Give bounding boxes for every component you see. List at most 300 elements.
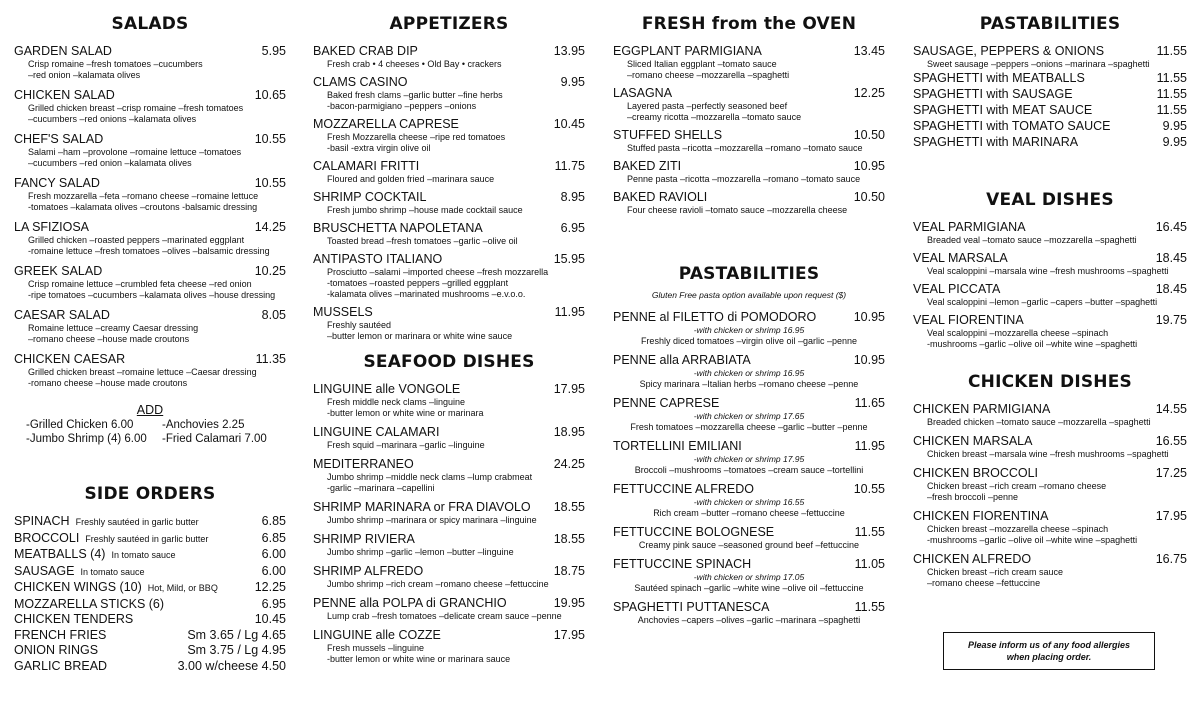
menu-item-name: LINGUINE alle COZZE xyxy=(313,628,441,642)
menu-item xyxy=(313,457,585,494)
menu-item-description: Layered pasta –perfectly seasoned beef xyxy=(627,101,788,111)
menu-item-price: 24.25 xyxy=(553,457,585,471)
side-order-item xyxy=(14,580,286,597)
menu-item xyxy=(313,425,585,451)
menu-item-description: –creamy ricotta –mozzarella –tomato sauce xyxy=(627,112,802,122)
side-order-note: Freshly sautéed in garlic butter xyxy=(85,533,209,544)
menu-item-name: STUFFED SHELLS xyxy=(613,128,723,142)
menu-item-description: -butter lemon or white wine or marinara sauce xyxy=(327,654,511,664)
menu-item xyxy=(14,176,286,213)
menu-item-price: 17.95 xyxy=(1155,509,1187,523)
side-order-name: SAUSAGE xyxy=(14,563,75,578)
menu-item-price: 11.95 xyxy=(854,439,885,453)
menu-item xyxy=(313,252,585,300)
menu-item xyxy=(313,117,585,154)
menu-item xyxy=(313,532,585,558)
menu-item xyxy=(913,282,1187,308)
menu-item xyxy=(14,132,286,169)
menu-item-row xyxy=(613,353,885,368)
column-salads-sides xyxy=(14,0,286,728)
menu-item-description: –cucumbers –red onions –kalamata olives xyxy=(28,114,197,124)
menu-item-description: Sweet sausage –peppers –onions –marinara –spaghetti xyxy=(927,59,1150,69)
side-order-item xyxy=(14,547,286,564)
column-pasta-veal-chicken xyxy=(913,0,1187,728)
side-order-price: Sm 3.75 / Lg 4.95 xyxy=(187,643,286,657)
add-on-item: -Grilled Chicken 6.00 xyxy=(26,419,134,431)
menu-item-row xyxy=(913,71,1187,86)
menu-item-row xyxy=(313,44,585,59)
menu-item-description: -romaine lettuce –fresh tomatoes –olives –balsamic dressing xyxy=(28,246,270,256)
menu-item-description: Breaded veal –tomato sauce –mozzarella –spaghetti xyxy=(927,235,1137,245)
menu-item-name: BRUSCHETTA NAPOLETANA xyxy=(313,221,483,235)
menu-item-price: 10.55 xyxy=(254,132,286,146)
menu-item xyxy=(613,353,885,390)
menu-item-name: LINGUINE CALAMARI xyxy=(313,425,440,439)
menu-item-price: 8.95 xyxy=(560,190,585,204)
menu-item xyxy=(913,552,1187,589)
menu-item-description: -tomatoes –kalamata olives –croutons -balsamic dressing xyxy=(28,202,258,212)
menu-item-description: Fresh jumbo shrimp –house made cocktail sauce xyxy=(327,205,523,215)
section-title-appetizers: APPETIZERS xyxy=(389,14,509,34)
menu-item-price: 17.95 xyxy=(553,382,585,396)
menu-item xyxy=(313,305,585,342)
section-title-salads: SALADS xyxy=(111,14,189,34)
side-order-item xyxy=(14,514,286,531)
pastabilities-list-1 xyxy=(913,44,1187,150)
menu-item-row xyxy=(613,396,885,411)
section-title-chicken: CHICKEN DISHES xyxy=(967,372,1132,392)
menu-item-row xyxy=(313,75,585,90)
menu-item xyxy=(613,600,885,626)
menu-item-name: SPAGHETTI with TOMATO SAUCE xyxy=(913,119,1111,133)
menu-item-row xyxy=(14,220,286,235)
menu-item xyxy=(613,44,885,81)
menu-item xyxy=(913,119,1187,134)
menu-item xyxy=(613,190,885,216)
menu-item-row xyxy=(14,308,286,323)
side-order-name-wrap xyxy=(14,597,164,613)
menu-item-price: 11.55 xyxy=(1156,44,1187,58)
menu-item-description: Fresh tomatoes –mozzarella cheese –garlic –butter –penne xyxy=(630,422,868,432)
menu-item-description: Romaine lettuce –creamy Caesar dressing xyxy=(28,323,199,333)
section-title-seafood: SEAFOOD DISHES xyxy=(363,352,535,372)
menu-item-name: SPAGHETTI PUTTANESCA xyxy=(613,600,770,614)
menu-item-price: 19.95 xyxy=(553,596,585,610)
menu-item-row xyxy=(613,310,885,325)
menu-item-name: SHRIMP ALFREDO xyxy=(313,564,424,578)
menu-item-name: CLAMS CASINO xyxy=(313,75,408,89)
oven-list xyxy=(613,44,885,216)
menu-item-description: Chicken breast –rich cream –romano cheese xyxy=(927,481,1107,491)
column-oven-pasta xyxy=(613,0,885,728)
side-order-price: 6.85 xyxy=(261,514,286,528)
menu-item-price: 17.25 xyxy=(1155,466,1187,480)
section-title-side-orders: SIDE ORDERS xyxy=(84,484,216,504)
menu-item xyxy=(14,220,286,257)
menu-item-name: SPAGHETTI with MARINARA xyxy=(913,135,1079,149)
menu-item-description: Sliced Italian eggplant –tomato sauce xyxy=(627,59,777,69)
menu-item-description: Grilled chicken breast –crisp romaine –fresh tomatoes xyxy=(28,103,244,113)
menu-item xyxy=(913,220,1187,246)
menu-item-name: BAKED ZITI xyxy=(613,159,682,173)
side-order-name: MEATBALLS (4) xyxy=(14,547,106,561)
side-order-name: FRENCH FRIES xyxy=(14,627,107,642)
menu-item-price: 11.75 xyxy=(554,159,585,173)
menu-item-price: 5.95 xyxy=(261,44,286,58)
menu-item-description: Broccoli –mushrooms –tomatoes –cream sauce –tortellini xyxy=(634,465,864,475)
menu-item-row xyxy=(913,87,1187,102)
menu-item-price: 11.55 xyxy=(1156,71,1187,85)
section-title-veal: VEAL DISHES xyxy=(986,190,1114,210)
menu-item-description: –fresh broccoli –penne xyxy=(927,492,1019,502)
menu-item-price: 9.95 xyxy=(1162,135,1187,149)
menu-item-row xyxy=(913,313,1187,328)
add-on-item: -Anchovies 2.25 xyxy=(162,419,245,431)
menu-item-name: CHICKEN MARSALA xyxy=(913,434,1033,448)
menu-item-price: 10.65 xyxy=(254,88,286,102)
menu-item-price: 14.55 xyxy=(1155,402,1187,416)
menu-item-row xyxy=(613,557,885,572)
menu-item-price: 13.95 xyxy=(553,44,585,58)
menu-item-name: VEAL PARMIGIANA xyxy=(913,220,1026,234)
menu-item-price: 10.95 xyxy=(853,159,885,173)
menu-item xyxy=(613,128,885,154)
menu-item-row xyxy=(14,352,286,367)
menu-item-description: –butter lemon or marinara or white wine sauce xyxy=(327,331,513,341)
menu-item-description: Baked fresh clams –garlic butter –fine herbs xyxy=(327,90,503,100)
side-order-price: 6.00 xyxy=(261,547,286,561)
menu-item xyxy=(913,103,1187,118)
add-ons-list xyxy=(14,418,286,446)
menu-item-row xyxy=(313,425,585,440)
menu-item-row xyxy=(613,482,885,497)
menu-item-name: SHRIMP RIVIERA xyxy=(313,532,415,546)
menu-item-name: PENNE al FILETTO di POMODORO xyxy=(613,310,817,324)
menu-item-price: 18.45 xyxy=(1155,251,1187,265)
menu-item-description: Fresh squid –marinara –garlic –linguine xyxy=(327,440,485,450)
side-order-price: 10.45 xyxy=(254,612,286,626)
appetizers-list xyxy=(313,44,585,342)
menu-item-name: BAKED RAVIOLI xyxy=(613,190,708,204)
menu-item-description: Penne pasta –ricotta –mozzarella –romano –tomato sauce xyxy=(627,174,861,184)
menu-item xyxy=(913,44,1187,70)
menu-item-row xyxy=(913,434,1187,449)
menu-item-row xyxy=(313,382,585,397)
menu-item xyxy=(613,557,885,594)
menu-item-description: Floured and golden fried –marinara sauce xyxy=(327,174,495,184)
side-order-name: BROCCOLI xyxy=(14,530,80,545)
menu-item-description: Chicken breast –mozzarella cheese –spinach xyxy=(927,524,1109,534)
menu-item-name: PENNE alla ARRABIATA xyxy=(613,353,751,367)
menu-item-price: 13.45 xyxy=(853,44,885,58)
menu-item-description: –romano cheese –mozzarella –spaghetti xyxy=(627,70,790,80)
side-order-item xyxy=(14,597,286,613)
menu-item-description: -basil -extra virgin olive oil xyxy=(327,143,431,153)
menu-item-description: Crisp romaine lettuce –crumbled feta cheese –red onion xyxy=(28,279,252,289)
menu-item-name: VEAL MARSALA xyxy=(913,251,1008,265)
menu-item-description: Fresh Mozzarella cheese –ripe red tomatoes xyxy=(327,132,506,142)
menu-item-price: 8.05 xyxy=(261,308,286,322)
menu-item-description: Anchovies –capers –olives –garlic –marinara –spaghetti xyxy=(637,615,861,625)
menu-item xyxy=(313,75,585,112)
menu-item-name: VEAL PICCATA xyxy=(913,282,1001,296)
menu-item-name: GARDEN SALAD xyxy=(14,44,112,58)
menu-item-row xyxy=(313,252,585,267)
menu-item-name: GREEK SALAD xyxy=(14,264,103,278)
menu-item-name: MUSSELS xyxy=(313,305,373,319)
menu-item-price: 10.45 xyxy=(553,117,585,131)
menu-item-description: Jumbo shrimp –middle neck clams –lump crabmeat xyxy=(327,472,533,482)
menu-item-price: 11.55 xyxy=(854,525,885,539)
menu-item xyxy=(913,313,1187,350)
menu-item-description: Freshly diced tomatoes –virgin olive oil –garlic –penne xyxy=(640,336,858,346)
menu-item-name: SPAGHETTI with MEAT SAUCE xyxy=(913,103,1093,117)
menu-item-row xyxy=(913,103,1187,118)
menu-item xyxy=(313,159,585,185)
menu-item-name: MEDITERRANEO xyxy=(313,457,414,471)
menu-item-price: 6.95 xyxy=(560,221,585,235)
menu-item-description: Stuffed pasta –ricotta –mozzarella –romano –tomato sauce xyxy=(627,143,863,153)
side-order-name: MOZZARELLA STICKS (6) xyxy=(14,596,165,611)
side-order-name: GARLIC BREAD xyxy=(14,658,108,673)
menu-item-description: Salami –ham –provolone –romaine lettuce –tomatoes xyxy=(28,147,242,157)
add-on-item: -Fried Calamari 7.00 xyxy=(162,433,267,445)
section-title-oven: FRESH from the OVEN xyxy=(641,14,857,34)
add-title: ADD xyxy=(136,403,164,417)
menu-item-price: 11.55 xyxy=(1156,87,1187,101)
menu-item-price: 18.45 xyxy=(1155,282,1187,296)
menu-item-name: CHICKEN PARMIGIANA xyxy=(913,402,1051,416)
menu-item-description: –romano cheese –house made croutons xyxy=(28,334,190,344)
side-order-name: CHICKEN WINGS (10) xyxy=(14,580,142,594)
menu-item-row xyxy=(913,119,1187,134)
menu-item-price: 10.50 xyxy=(853,190,885,204)
veal-list xyxy=(913,220,1187,350)
menu-item-price: 9.95 xyxy=(560,75,585,89)
menu-item-name: CALAMARI FRITTI xyxy=(313,159,420,173)
menu-item-price: 10.50 xyxy=(853,128,885,142)
menu-item-description: –cucumbers –red onion –kalamata olives xyxy=(28,158,192,168)
menu-item-price: 16.75 xyxy=(1155,552,1187,566)
menu-item-row xyxy=(14,176,286,191)
menu-item-row xyxy=(913,135,1187,150)
menu-item-description: –red onion –kalamata olives xyxy=(28,70,141,80)
menu-item-option: -with chicken or shrimp 16.95 xyxy=(693,368,805,378)
menu-item-description: Rich cream –butter –romano cheese –fettuccine xyxy=(653,508,845,518)
menu-item-price: 18.55 xyxy=(553,500,585,514)
menu-item-description: –romano cheese –fettuccine xyxy=(927,578,1041,588)
side-order-name: ONION RINGS xyxy=(14,643,99,657)
side-order-item xyxy=(14,612,286,628)
add-on-item: -Jumbo Shrimp (4) 6.00 xyxy=(26,433,147,445)
side-order-name-wrap xyxy=(14,643,98,659)
menu-item-option: -with chicken or shrimp 17.05 xyxy=(693,572,805,582)
menu-item-row xyxy=(613,525,885,540)
menu-item-price: 16.55 xyxy=(1155,434,1187,448)
menu-item-row xyxy=(613,600,885,615)
side-order-name-wrap xyxy=(14,580,218,597)
menu-item-name: CHICKEN CAESAR xyxy=(14,352,126,366)
menu-item-description: Spicy marinara –Italian herbs –romano cheese –penne xyxy=(639,379,859,389)
menu-item xyxy=(913,434,1187,460)
menu-item xyxy=(14,308,286,345)
menu-item-name: SHRIMP MARINARA or FRA DIAVOLO xyxy=(313,500,531,514)
menu-item-description: Jumbo shrimp –rich cream –romano cheese –fettuccine xyxy=(327,579,549,589)
add-on-line xyxy=(26,432,286,446)
menu-item-row xyxy=(913,466,1187,481)
menu-item-row xyxy=(613,86,885,101)
side-order-name-wrap xyxy=(14,564,144,581)
menu-item xyxy=(613,482,885,519)
menu-item-price: 10.95 xyxy=(853,310,885,324)
side-order-name: SPINACH xyxy=(14,514,70,528)
side-order-item xyxy=(14,659,286,675)
menu-item-name: BAKED CRAB DIP xyxy=(313,44,418,58)
menu-item-name: SHRIMP COCKTAIL xyxy=(313,190,427,204)
menu-item-price: 15.95 xyxy=(553,252,585,266)
menu-item-price: 14.25 xyxy=(254,220,286,234)
menu-item xyxy=(313,564,585,590)
menu-item-description: Fresh mussels –linguine xyxy=(327,643,425,653)
menu-item-description: Creamy pink sauce –seasoned ground beef –fettuccine xyxy=(638,540,860,550)
menu-item-name: FETTUCCINE SPINACH xyxy=(613,557,752,571)
side-order-name-wrap xyxy=(14,531,208,548)
menu-item xyxy=(913,135,1187,150)
menu-item-price: 10.25 xyxy=(254,264,286,278)
menu-item-row xyxy=(14,88,286,103)
menu-item-name: LINGUINE alle VONGOLE xyxy=(313,382,461,396)
menu-item-row xyxy=(613,190,885,205)
menu-item-name: CHICKEN SALAD xyxy=(14,88,115,102)
menu-item-name: PENNE alla POLPA di GRANCHIO xyxy=(313,596,507,610)
menu-item-price: 17.95 xyxy=(553,628,585,642)
menu-item-name: MOZZARELLA CAPRESE xyxy=(313,117,459,131)
menu-item xyxy=(14,264,286,301)
menu-item xyxy=(613,159,885,185)
side-order-note: In tomato sauce xyxy=(80,566,145,577)
menu-item-price: 19.75 xyxy=(1155,313,1187,327)
side-order-price: 6.85 xyxy=(261,530,286,545)
menu-item-row xyxy=(913,509,1187,524)
menu-item-description: Fresh middle neck clams –linguine xyxy=(327,397,466,407)
menu-item-description: Crisp romaine –fresh tomatoes –cucumbers xyxy=(28,59,203,69)
menu-item-row xyxy=(313,596,585,611)
menu-item-row xyxy=(313,457,585,472)
menu-item-description: Veal scaloppini –marsala wine –fresh mushrooms –spaghetti xyxy=(927,266,1169,276)
menu-item-description: Toasted bread –fresh tomatoes –garlic –olive oil xyxy=(327,236,518,246)
menu-item-name: PENNE CAPRESE xyxy=(613,396,720,410)
menu-item xyxy=(913,509,1187,546)
menu-item-option: -with chicken or shrimp 16.95 xyxy=(693,325,805,335)
menu-item-row xyxy=(613,44,885,59)
menu-item-row xyxy=(313,117,585,132)
menu-item xyxy=(313,221,585,247)
menu-item-description: Prosciutto –salami –imported cheese –fresh mozzarella xyxy=(327,267,549,277)
menu-item-option: -with chicken or shrimp 17.95 xyxy=(693,454,805,464)
gluten-free-note: Gluten Free pasta option available upon request ($) xyxy=(651,290,847,300)
menu-item-name: VEAL FIORENTINA xyxy=(913,313,1024,327)
menu-item-price: 11.55 xyxy=(854,600,885,614)
menu-item-description: -butter lemon or white wine or marinara xyxy=(327,408,484,418)
menu-item xyxy=(913,87,1187,102)
column-appetizers-seafood xyxy=(313,0,585,728)
menu-item-description: Chicken breast –rich cream sauce xyxy=(927,567,1064,577)
menu-item xyxy=(913,402,1187,428)
side-order-item xyxy=(14,531,286,548)
menu-item-name: EGGPLANT PARMIGIANA xyxy=(613,44,762,58)
menu-item-description: Breaded chicken –tomato sauce –mozzarella –spaghetti xyxy=(927,417,1151,427)
menu-item-price: 16.45 xyxy=(1155,220,1187,234)
menu-item-row xyxy=(913,220,1187,235)
menu-item-price: 11.05 xyxy=(854,557,885,571)
menu-item-description: -mushrooms –garlic –olive oil –white wine –spaghetti xyxy=(927,339,1138,349)
menu-item-name: FETTUCCINE ALFREDO xyxy=(613,482,754,496)
menu-item-row xyxy=(313,628,585,643)
menu-item xyxy=(613,396,885,433)
menu-item-name: CAESAR SALAD xyxy=(14,308,110,322)
menu-item-description: Lump crab –fresh tomatoes –delicate cream sauce –penne xyxy=(327,611,562,621)
side-order-name-wrap xyxy=(14,659,107,675)
menu-item-price: 18.95 xyxy=(553,425,585,439)
menu-item-row xyxy=(14,44,286,59)
menu-item-row xyxy=(913,251,1187,266)
menu-item-description: -mushrooms –garlic –olive oil –white wine –spaghetti xyxy=(927,535,1138,545)
menu-item-description: Freshly sautéed xyxy=(327,320,392,330)
menu-item-row xyxy=(313,159,585,174)
menu-item-price: 10.55 xyxy=(254,176,286,190)
menu-item-price: 12.25 xyxy=(853,86,885,100)
menu-item-name: ANTIPASTO ITALIANO xyxy=(313,252,443,266)
menu-item-name: FETTUCCINE BOLOGNESE xyxy=(613,525,775,539)
menu-item xyxy=(313,190,585,216)
menu-item-price: 11.35 xyxy=(255,352,286,366)
menu-item-name: SPAGHETTI with SAUSAGE xyxy=(913,87,1073,101)
allergy-notice xyxy=(943,632,1155,670)
side-order-price: 12.25 xyxy=(254,580,286,594)
menu-item-price: 10.95 xyxy=(853,353,885,367)
menu-item-row xyxy=(613,159,885,174)
menu-item xyxy=(313,382,585,419)
menu-item-row xyxy=(613,439,885,454)
menu-item-description: Sautéed spinach –garlic –white wine –olive oil –fettuccine xyxy=(634,583,864,593)
menu-item-option: -with chicken or shrimp 16.55 xyxy=(693,497,805,507)
menu-item-row xyxy=(913,552,1187,567)
side-order-item xyxy=(14,628,286,644)
side-order-price: Sm 3.65 / Lg 4.65 xyxy=(187,627,286,642)
menu-item xyxy=(613,525,885,551)
menu-item-row xyxy=(313,221,585,236)
menu-item-name: CHEF'S SALAD xyxy=(14,132,104,146)
menu-item-price: 18.55 xyxy=(553,532,585,546)
menu-item-description: -bacon-parmigiano –peppers –onions xyxy=(327,101,477,111)
menu-item-price: 11.65 xyxy=(854,396,885,410)
menu-item xyxy=(313,44,585,70)
menu-item xyxy=(313,596,585,622)
side-order-note: In tomato sauce xyxy=(111,550,176,560)
side-order-price: 6.95 xyxy=(261,596,286,611)
allergy-notice-line: Please inform us of any food allergies xyxy=(967,640,1131,650)
menu-item-row xyxy=(613,128,885,143)
menu-item-description: -ripe tomatoes –cucumbers –kalamata olives –house dressing xyxy=(28,290,276,300)
menu-item-name: CHICKEN ALFREDO xyxy=(913,552,1032,566)
menu-item-name: CHICKEN BROCCOLI xyxy=(913,466,1039,480)
add-on-line xyxy=(26,418,286,432)
menu-item-description: Fresh mozzarella –feta –romano cheese –romaine lettuce xyxy=(28,191,259,201)
side-order-name-wrap xyxy=(14,612,133,628)
side-order-note: Hot, Mild, or BBQ xyxy=(147,583,218,593)
side-order-note: Freshly sautéed in garlic butter xyxy=(75,517,199,527)
menu-item-description: Fresh crab • 4 cheeses • Old Bay • crackers xyxy=(327,59,502,69)
